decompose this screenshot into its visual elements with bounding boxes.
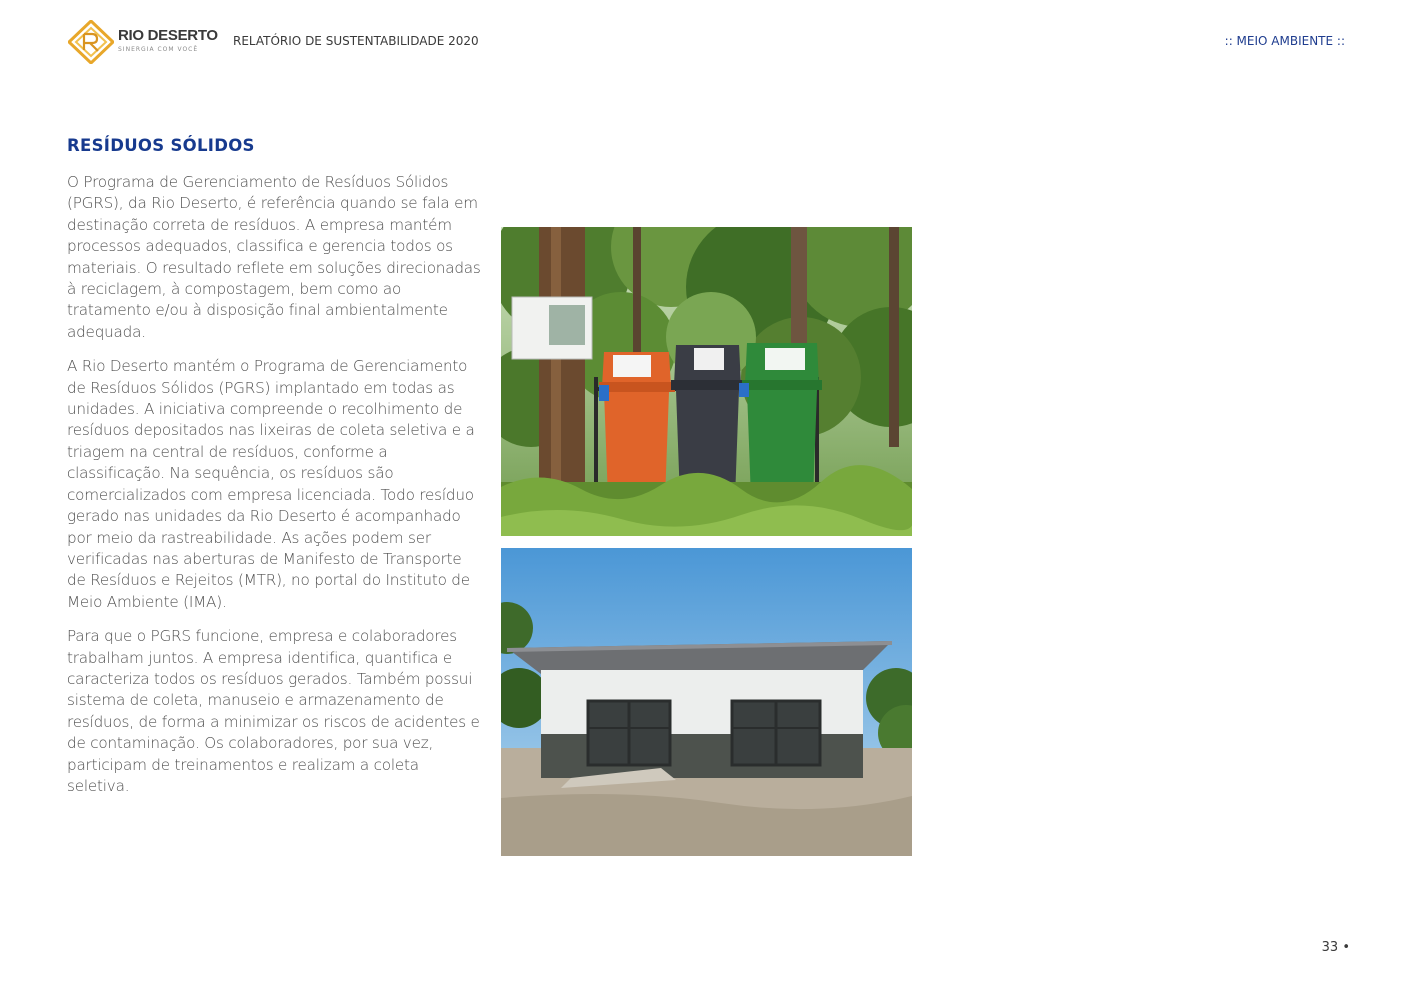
report-title: RELATÓRIO DE SUSTENTABILIDADE 2020 (233, 34, 479, 48)
section-heading: RESÍDUOS SÓLIDOS (67, 136, 255, 155)
waste-center-building-photo (501, 548, 912, 856)
page-number: 33 • (1321, 940, 1350, 955)
recycling-bins-photo (501, 227, 912, 536)
paragraph-3: Para que o PGRS funcione, empresa e colaboradores trabalham juntos. A empresa identifica, quantifica e caracteriza todos os resíduos gerados. Também possui sistema de coleta, manuseio e armazenamento de resíduos, de forma a minimizar os riscos de acidentes e de contaminação. Os colaboradores, por sua vez, participam de treinamentos e realizam a coleta seletiva. (67, 627, 480, 795)
body-text (67, 172, 481, 810)
paragraph-1: O Programa de Gerenciamento de Resíduos Sólidos (PGRS), da Rio Deserto, é referência quando se fala em destinação correta de resíduos. A empresa mantém processos adequados, classifica e gerencia todos os materiais. O resultado reflete em soluções direcionadas à reciclagem, à compostagem, bem como ao tratamento e/ou à disposição final ambientalmente adequada. (67, 173, 481, 341)
section-label: :: MEIO AMBIENTE :: (1224, 34, 1345, 48)
paragraph-2: A Rio Deserto mantém o Programa de Gerenciamento de Resíduos Sólidos (PGRS) implantado em todas as unidades. A iniciativa compreende o recolhimento de resíduos depositados nas lixeiras de coleta seletiva e a triagem na central de resíduos, conforme a classificação. Na sequência, os resíduos são comercializados com empresa licenciada. Todo resíduo gerado nas unidades da Rio Deserto é acompanhado por meio da rastreabilidade. As ações podem ser verificadas nas aberturas de Manifesto de Transporte de Resíduos e Rejeitos (MTR), no portal do Instituto de Meio Ambiente (IMA). (67, 357, 475, 611)
rio-deserto-logo-icon (68, 20, 114, 64)
logo-tagline: SINERGIA COM VOCÊ (118, 46, 199, 53)
logo-name: RIO DESERTO (118, 27, 218, 44)
page-header (0, 0, 1414, 80)
